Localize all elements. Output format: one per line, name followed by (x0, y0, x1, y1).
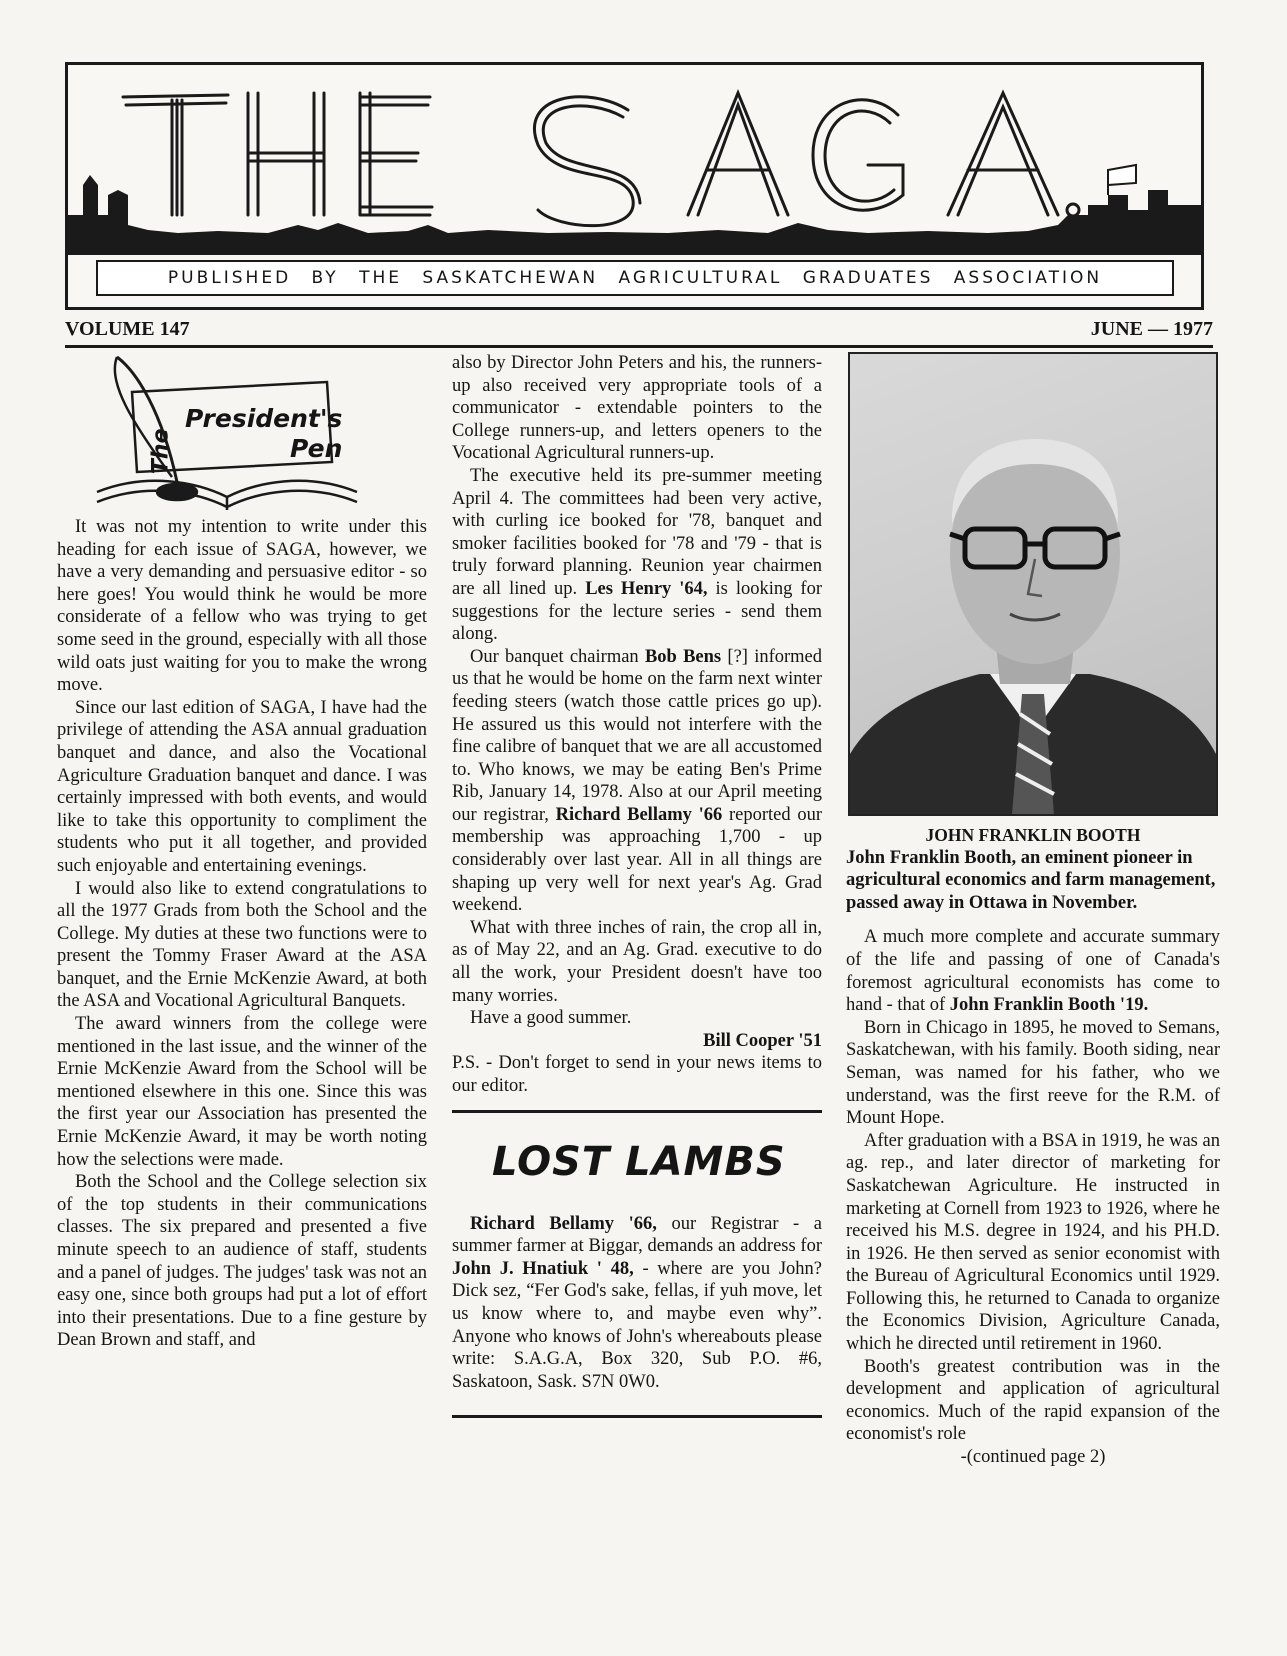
issue-rule (65, 345, 1213, 348)
paragraph: I would also like to extend congratulations to all the 1977 Grads from both the School and the College. My duties at these two functions were to present the Tommy Fraser Award at the ASA banquet, and the Ernie McKenzie Award, at both the ASA and Vocational Agricultural Banquets. (57, 878, 427, 1012)
name-bob-bens: Bob Bens (644, 646, 722, 667)
portrait-illustration (850, 354, 1216, 814)
paragraph: After graduation with a BSA in 1919, he was an ag. rep., and later director of marketing for Saskatchewan Agriculture. He instructed in marketing at Cornell from 1923 to 1926, where he received his M.S. degree in 1924, and his PH.D. in 1926. He then served as senior economist with the Bureau of Agricultural Economics until 1929. Following this, he returned to Canada to organize the Economics Division, Agriculture Canada, which he directed until retirement in 1960. (846, 1130, 1220, 1355)
paragraph: Booth's greatest contribution was in the development and application of agricultural economics. Much of the rapid expansion of the economist's role (846, 1356, 1220, 1445)
portrait-photo (848, 352, 1218, 816)
pen-title-line2: Pen (290, 434, 343, 463)
pen-the-word: The (148, 428, 174, 475)
postscript: P.S. - Don't forget to send in your news items to our editor. (452, 1053, 822, 1096)
paragraph: It was not my intention to write under this heading for each issue of SAGA, however, we have a very demanding and persuasive editor - so here goes! You would think he would be more considerate of a fellow who was trying to get some seed in the ground, especially with all those wild oats just waiting for you to make the wrong move. (57, 517, 427, 696)
issue-line (65, 318, 1213, 342)
paragraph: Born in Chicago in 1895, he moved to Semans, Saskatchewan, with his family. Booth siding, near Seman, was named for his father, who we understand, was the first reeve for the R.M. of Mount Hope. (846, 1017, 1220, 1129)
paragraph: Have a good summer. (470, 1008, 632, 1029)
continued-note: -(continued page 2) (960, 1447, 1106, 1468)
name-john-hnatiuk: John J. Hnatiuk ' 48, (452, 1258, 634, 1279)
presidents-pen-title (185, 404, 342, 464)
section-divider (452, 1110, 822, 1113)
name-richard-bellamy: Richard Bellamy '66 (555, 804, 723, 825)
name-richard-bellamy: Richard Bellamy '66, (470, 1213, 657, 1234)
pen-title-line1: President's (185, 404, 343, 433)
name-john-franklin-booth: John Franklin Booth '19. (949, 995, 1149, 1016)
paragraph: Both the School and the College selection six of the top students in their communications classes. The six prepared and presented a five minute speech to an audience of staff, students and a panel of judges. The judges' task was not an easy one, since both groups had put a lot of effort into their presentations. Due to a fine gesture by Dean Brown and staff, and (57, 1172, 427, 1351)
name-les-henry: Les Henry '64, (585, 578, 708, 599)
column-middle (452, 352, 822, 1418)
paragraph: A much more complete and accurate summary of the life and passing of one of Canada's foremost agricultural economists has come to hand - that of John Franklin Booth '19. (846, 927, 1220, 1016)
column-booth (846, 352, 1220, 1469)
publisher-line: PUBLISHED BY THE SASKATCHEWAN AGRICULTURAL GRADUATES ASSOCIATION (96, 260, 1174, 296)
paragraph: Since our last edition of SAGA, I have had the privilege of attending the ASA annual graduation banquet and dance, and also the Vocational Agriculture Graduation banquet and dance. I was certainly impressed with both events, and would like to take this opportunity to compliment the students who put it all together, and provided such enjoyable and entertaining evenings. (57, 697, 427, 876)
paragraph: The executive held its pre-summer meeting April 4. The committees had been very active, with curling ice booked for '78, banquet and smoker facilities booked for '78 and '79 - that is truly forward planning. Reunion year chairmen are all lined up. Les Henry '64, is looking for suggestions for the lecture series - send them along. (452, 465, 822, 645)
paragraph: Our banquet chairman Bob Bens [?] informed us that he would be home on the farm next winter feeding steers (watch those cattle prices go up). He assured us this would not interfere with the fine calibre of banquet that we are all accustomed to. Who knows, we may be eating Ben's Prime Rib, January 14, 1978. Also at our April meeting our registrar, Richard Bellamy '66 reported our membership was approaching 1,700 - up considerably over last year. All in all things are shaping up very well for next year's Ag. Grad weekend. (452, 646, 823, 916)
column-presidents-pen (57, 352, 427, 1352)
paragraph: Richard Bellamy '66, our Registrar - a summer farmer at Biggar, demands an address for John J. Hnatiuk ' 48, - where are you John? Dick sez, “Fer God's sake, fellas, if yuh move, let us know where to, and maybe even why”. Anyone who knows of John's whereabouts please write: S.A.G.A, Box 320, Sub P.O. #6, Saskatoon, Sask. S7N 0W0. (452, 1213, 823, 1392)
photo-caption: JOHN FRANKLIN BOOTH (925, 825, 1141, 845)
volume-number: VOLUME 147 (65, 318, 190, 340)
paragraph: also by Director John Peters and his, the runners-up also received very appropriate tools of a communicator - extendable pointers to the College runners-up, and letters openers to the Vocational Agricultural runners-up. (452, 353, 822, 464)
issue-date: JUNE — 1977 (1090, 318, 1213, 340)
paragraph: What with three inches of rain, the crop all in, as of May 22, and an Ag. Grad. executive to do all the work, your President doesn't have too many worries. (452, 917, 822, 1006)
lost-lambs-heading: LOST LAMBS (492, 1138, 786, 1185)
lede-paragraph: John Franklin Booth, an eminent pioneer in agricultural economics and farm management, passed away in Ottawa in November. (846, 847, 1216, 913)
masthead (65, 62, 1204, 310)
paragraph: The award winners from the college were mentioned in the last issue, and the winner of the Ernie McKenzie Award from the School will be mentioned elsewhere in this one. Since this was the first year our Association has presented the Ernie McKenzie Award, it may be worth noting how the selections were made. (57, 1014, 427, 1170)
presidents-pen-logo (77, 352, 377, 512)
signature: Bill Cooper '51 (703, 1030, 822, 1051)
section-divider (452, 1415, 822, 1418)
